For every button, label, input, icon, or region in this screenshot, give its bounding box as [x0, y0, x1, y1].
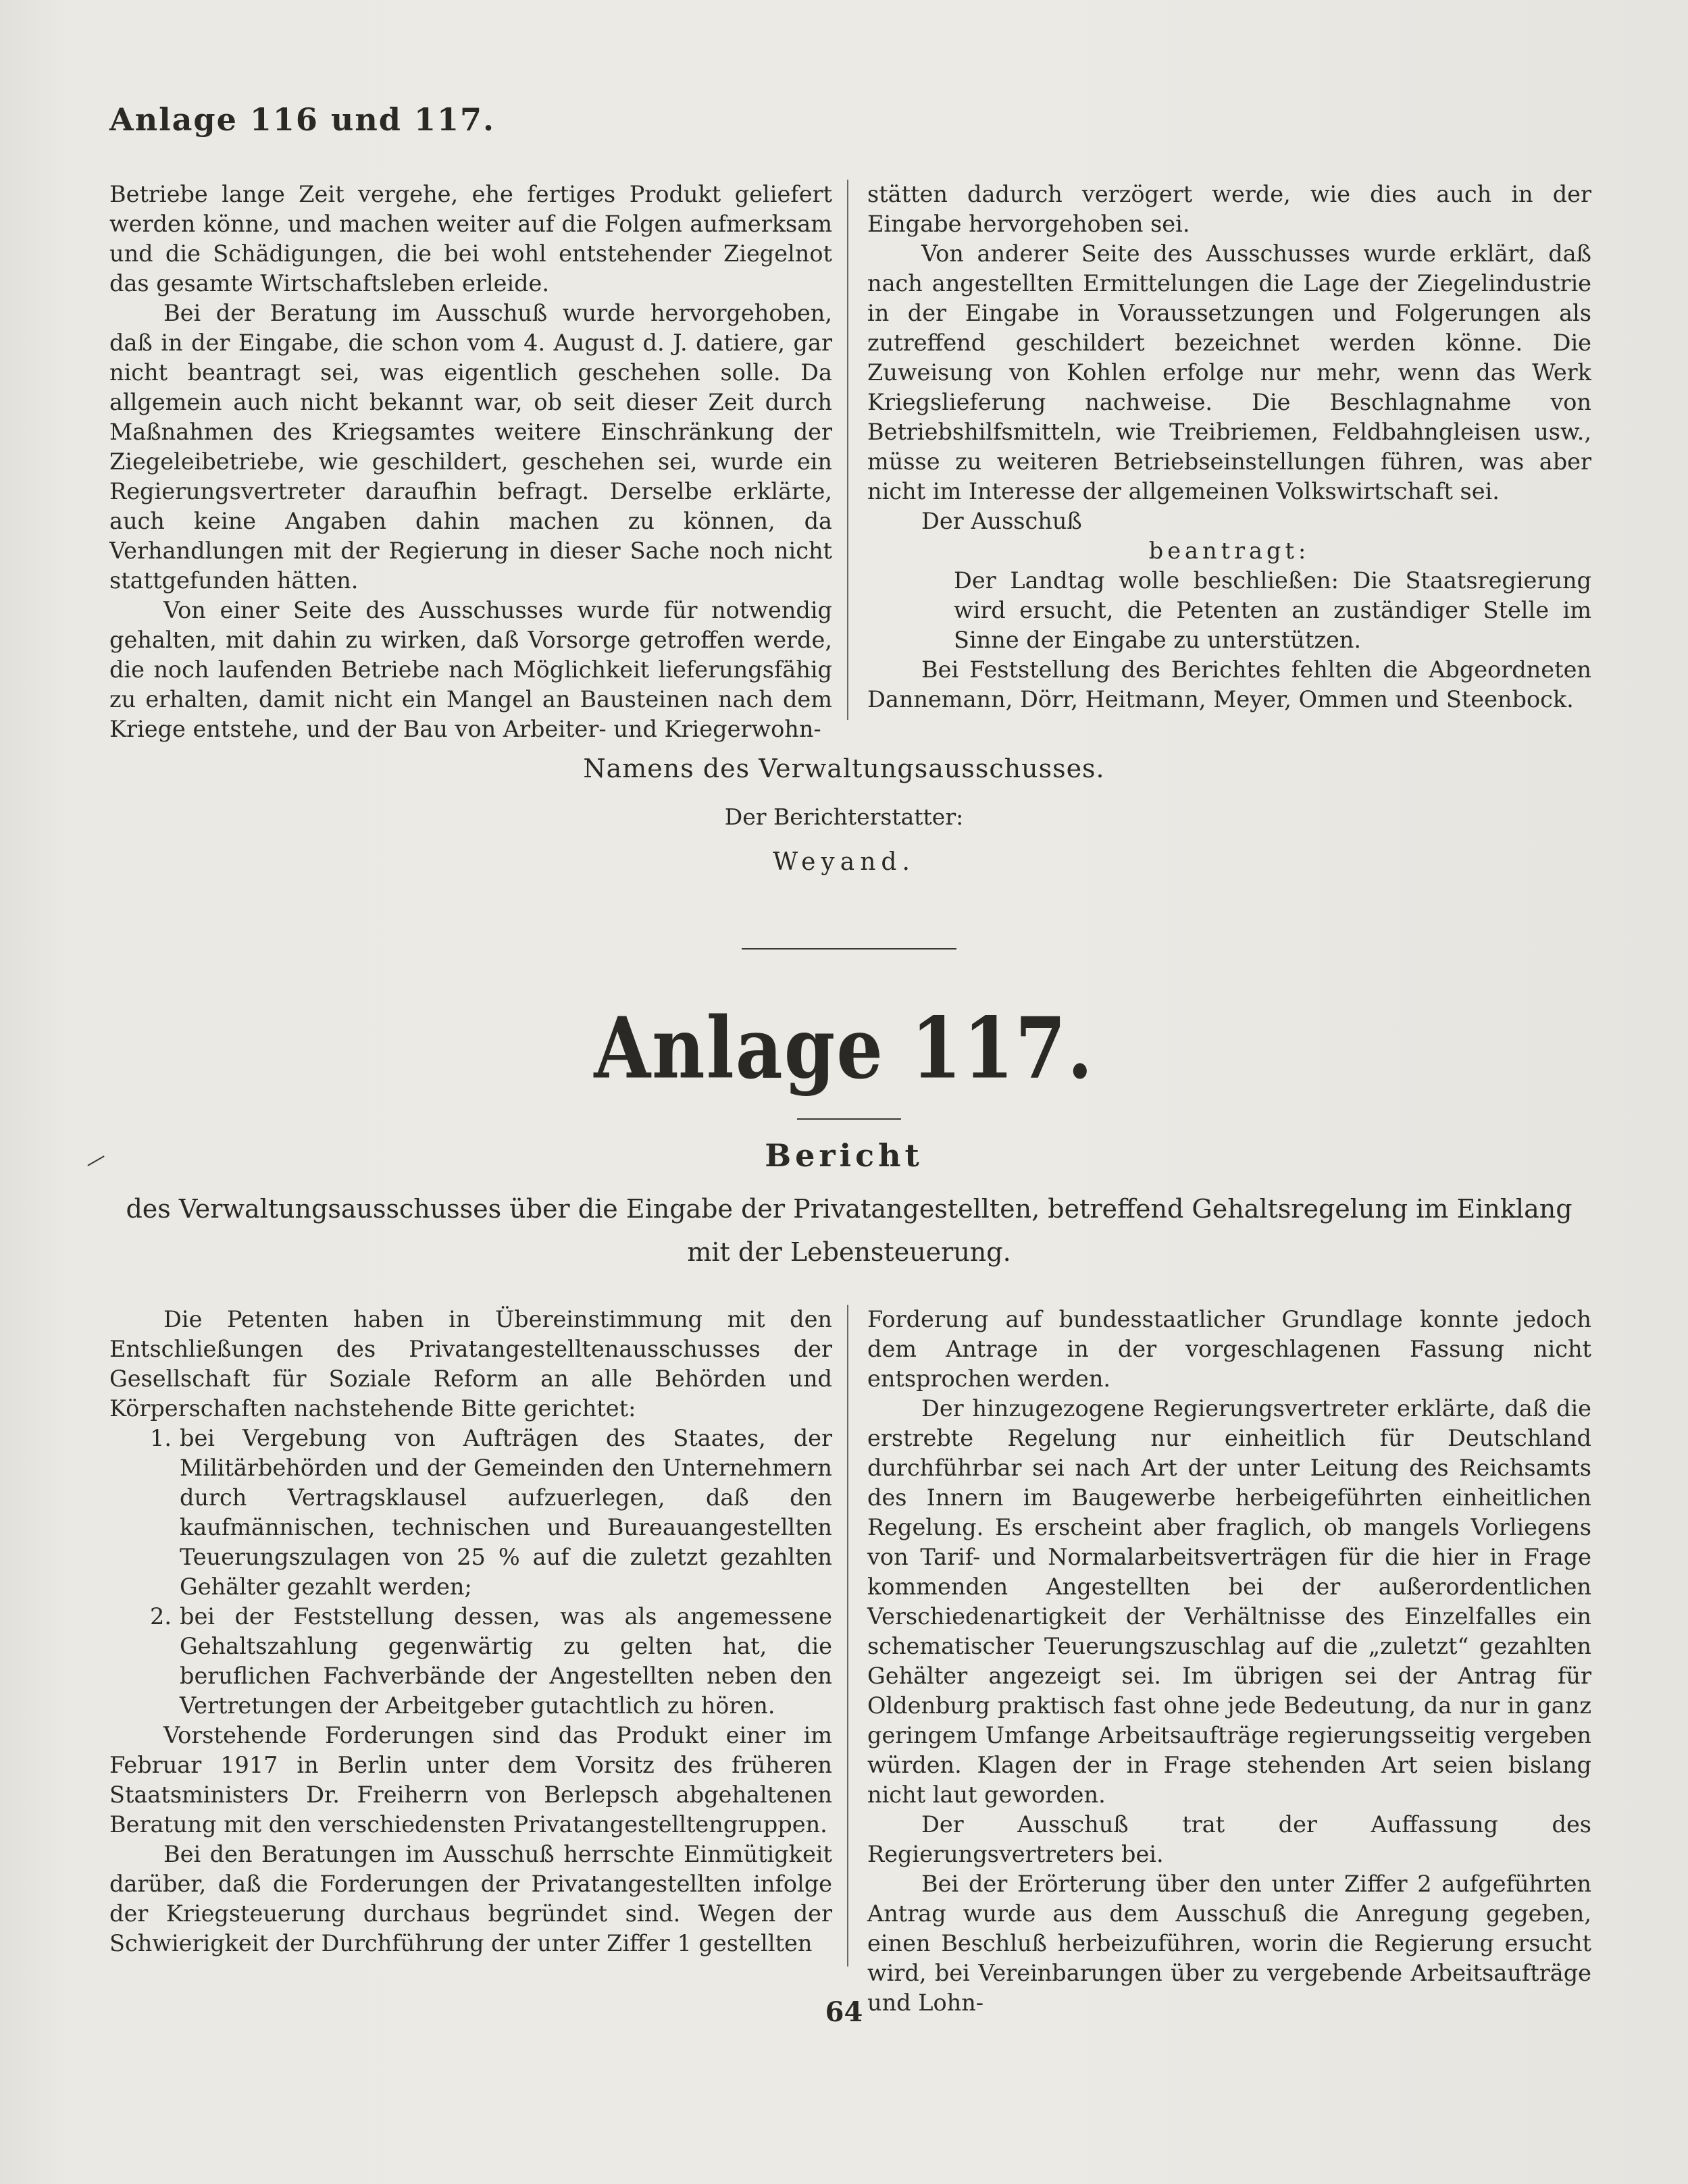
- page-number: 64: [825, 1996, 863, 2028]
- paragraph: Der hinzugezogene Regierungsvertreter erklärte, daß die erstrebte Regelung nur einheitlich für Deutschland durchführbar sei nach Art der unter Leitung des Reichsamts des Innern im Baugewerbe herbeigeführten einheitlichen Regelung. Es erscheint aber fraglich, ob mangels Vorliegens von Tarif- und Normalarbeitsverträgen für die hier in Frage kommenden Angestellten bei der außerordentlichen Verschiedenartigkeit der Verhältnisse des Einzelfalles ein schematischer Teuerungszuschlag auf die „zuletzt“ gezahlten Gehälter angezeigt sei. Im übrigen sei der Antrag für Oldenburg praktisch fast ohne jede Bedeutung, da nur in ganz geringem Umfange Arbeitsaufträge regierungsseitig vergeben würden. Klagen der in Frage stehenden Art seien bislang nicht laut geworden.: [867, 1395, 1591, 1808]
- column-divider: [847, 180, 848, 720]
- beantragt-label: beantragt:: [1148, 538, 1310, 564]
- paragraph: Bei der Erörterung über den unter Ziffer 2 aufgeführten Antrag wurde aus dem Ausschuß die Anregung gegeben, einen Beschluß herbeizuführen, worin die Regierung ersucht wird, bei Vereinbarungen über zu vergebende Arbeitsaufträge und Lohn-: [867, 1871, 1591, 2016]
- anlage117-left-column: [109, 1305, 832, 1958]
- paragraph: Bei der Beratung im Ausschuß wurde hervorgehoben, daß in der Eingabe, die schon vom 4. August d. J. datiere, gar nicht beantragt sei, was eigentlich geschehen solle. Da allgemein auch nicht bekannt war, ob seit dieser Zeit durch Maßnahmen des Kriegsamtes weitere Einschränkung der Ziegeleibetriebe, wie geschildert, geschehen sei, wurde ein Regierungsvertreter daraufhin befragt. Derselbe erklärte, auch keine Angaben dahin machen zu können, da Verhandlungen mit der Regierung in dieser Sache noch nicht stattgefunden hätten.: [109, 300, 832, 594]
- motion-text: Der Landtag wolle beschließen: Die Staatsregierung wird ersucht, die Petenten an zuständiger Stelle im Sinne der Eingabe zu unterstützen.: [954, 567, 1591, 653]
- paragraph: Von einer Seite des Ausschusses wurde für notwendig gehalten, mit dahin zu wirken, daß Vorsorge getroffen werde, die noch laufenden Betriebe nach Möglichkeit lieferungsfähig zu erhalten, damit nicht ein Mangel an Bausteinen nach dem Kriege entstehe, und der Bau von Arbeiter- und Kriegerwohn-: [109, 597, 832, 742]
- title-underline: [797, 1118, 901, 1120]
- list-number: 2.: [150, 1603, 172, 1630]
- petition-list: [109, 1424, 832, 1721]
- paragraph: Der Ausschuß trat der Auffassung des Regierungsvertreters bei.: [867, 1811, 1591, 1867]
- paragraph: Bei den Beratungen im Ausschuß herrschte Einmütigkeit darüber, daß die Forderungen der Privatangestellten infolge der Kriegsteuerung durchaus begründet sind. Wegen der Schwierigkeit der Durchführung der unter Ziffer 1 gestellten: [109, 1841, 832, 1956]
- paragraph: Die Petenten haben in Übereinstimmung mit den Entschließungen des Privatangestelltenausschusses der Gesellschaft für Soziale Reform an alle Behörden und Körperschaften nachstehende Bitte gerichtet:: [109, 1306, 832, 1422]
- anlage117-title: Anlage 117.: [594, 999, 1094, 1098]
- paragraph: Vorstehende Forderungen sind das Produkt einer im Februar 1917 in Berlin unter dem Vorsitz des früheren Staatsministers Dr. Freiherrn von Berlepsch abgehaltenen Beratung mit den verschiedensten Privatangestelltengruppen.: [109, 1722, 832, 1838]
- list-text: bei der Feststellung dessen, was als angemessene Gehaltszahlung gegenwärtig zu gelten hat, die beruflichen Fachverbände der Angestellten neben den Vertretungen der Arbeitgeber gutachtlich zu hören.: [180, 1603, 832, 1719]
- anlage117-right-column: [867, 1305, 1591, 2018]
- section-divider: [742, 948, 956, 950]
- bericht-heading: Bericht: [765, 1137, 923, 1174]
- list-item: [109, 1424, 832, 1602]
- paragraph: stätten dadurch verzögert werde, wie dies auch in der Eingabe hervorgehoben sei.: [867, 181, 1591, 237]
- list-item: [109, 1602, 832, 1721]
- absent-members: Bei Feststellung des Berichtes fehlten die Abgeordneten Dannemann, Dörr, Heitmann, Meyer, Ommen und Steenbock.: [867, 656, 1591, 712]
- paragraph: Von anderer Seite des Ausschusses wurde erklärt, daß nach angestellten Ermittelungen die Lage der Ziegelindustrie in der Eingabe in Voraussetzungen und Folgerungen als zutreffend geschildert bezeichnet werden könne. Die Zuweisung von Kohlen erfolge nur mehr, wenn das Werk Kriegslieferung nachweise. Die Beschlagnahme von Betriebshilfsmitteln, wie Treibriemen, Feldbahngleisen usw., müsse zu weiteren Betriebseinstellungen führen, was aber nicht im Interesse der allgemeinen Volkswirtschaft sei.: [867, 240, 1591, 504]
- running-head: Anlage 116 und 117.: [109, 101, 495, 138]
- paragraph: Forderung auf bundesstaatlicher Grundlage konnte jedoch dem Antrage in der vorgeschlagenen Fassung nicht entsprochen werden.: [867, 1306, 1591, 1392]
- list-text: bei Vergebung von Aufträgen des Staates, der Militärbehörden und der Gemeinden den Unternehmern durch Vertragsklausel aufzuerlegen, daß den kaufmännischen, technischen und Bureauangestellten Teuerungszulagen von 25 % auf die zuletzt gezahlten Gehälter gezahlt werden;: [180, 1425, 832, 1600]
- column-divider: [847, 1305, 848, 1967]
- paragraph: Betriebe lange Zeit vergehe, ehe fertiges Produkt geliefert werden könne, und machen weiter auf die Folgen aufmerksam und die Schädigungen, die bei wohl entstehender Ziegelnot das gesamte Wirtschaftsleben erleide.: [109, 181, 832, 296]
- signature-role: Der Berichterstatter:: [724, 804, 964, 830]
- anlage116-left-column: [109, 180, 832, 744]
- list-number: 1.: [150, 1425, 172, 1451]
- report-subtitle: des Verwaltungsausschusses über die Eingabe der Privatangestellten, betreffend Gehaltsregelung im Einklang mit der Lebensteuerung.: [126, 1194, 1572, 1267]
- signature-name: Weyand.: [773, 848, 915, 876]
- signature-committee: Namens des Verwaltungsausschusses.: [583, 754, 1105, 783]
- anlage116-right-column: [867, 180, 1591, 714]
- paragraph: Der Ausschuß: [921, 508, 1082, 534]
